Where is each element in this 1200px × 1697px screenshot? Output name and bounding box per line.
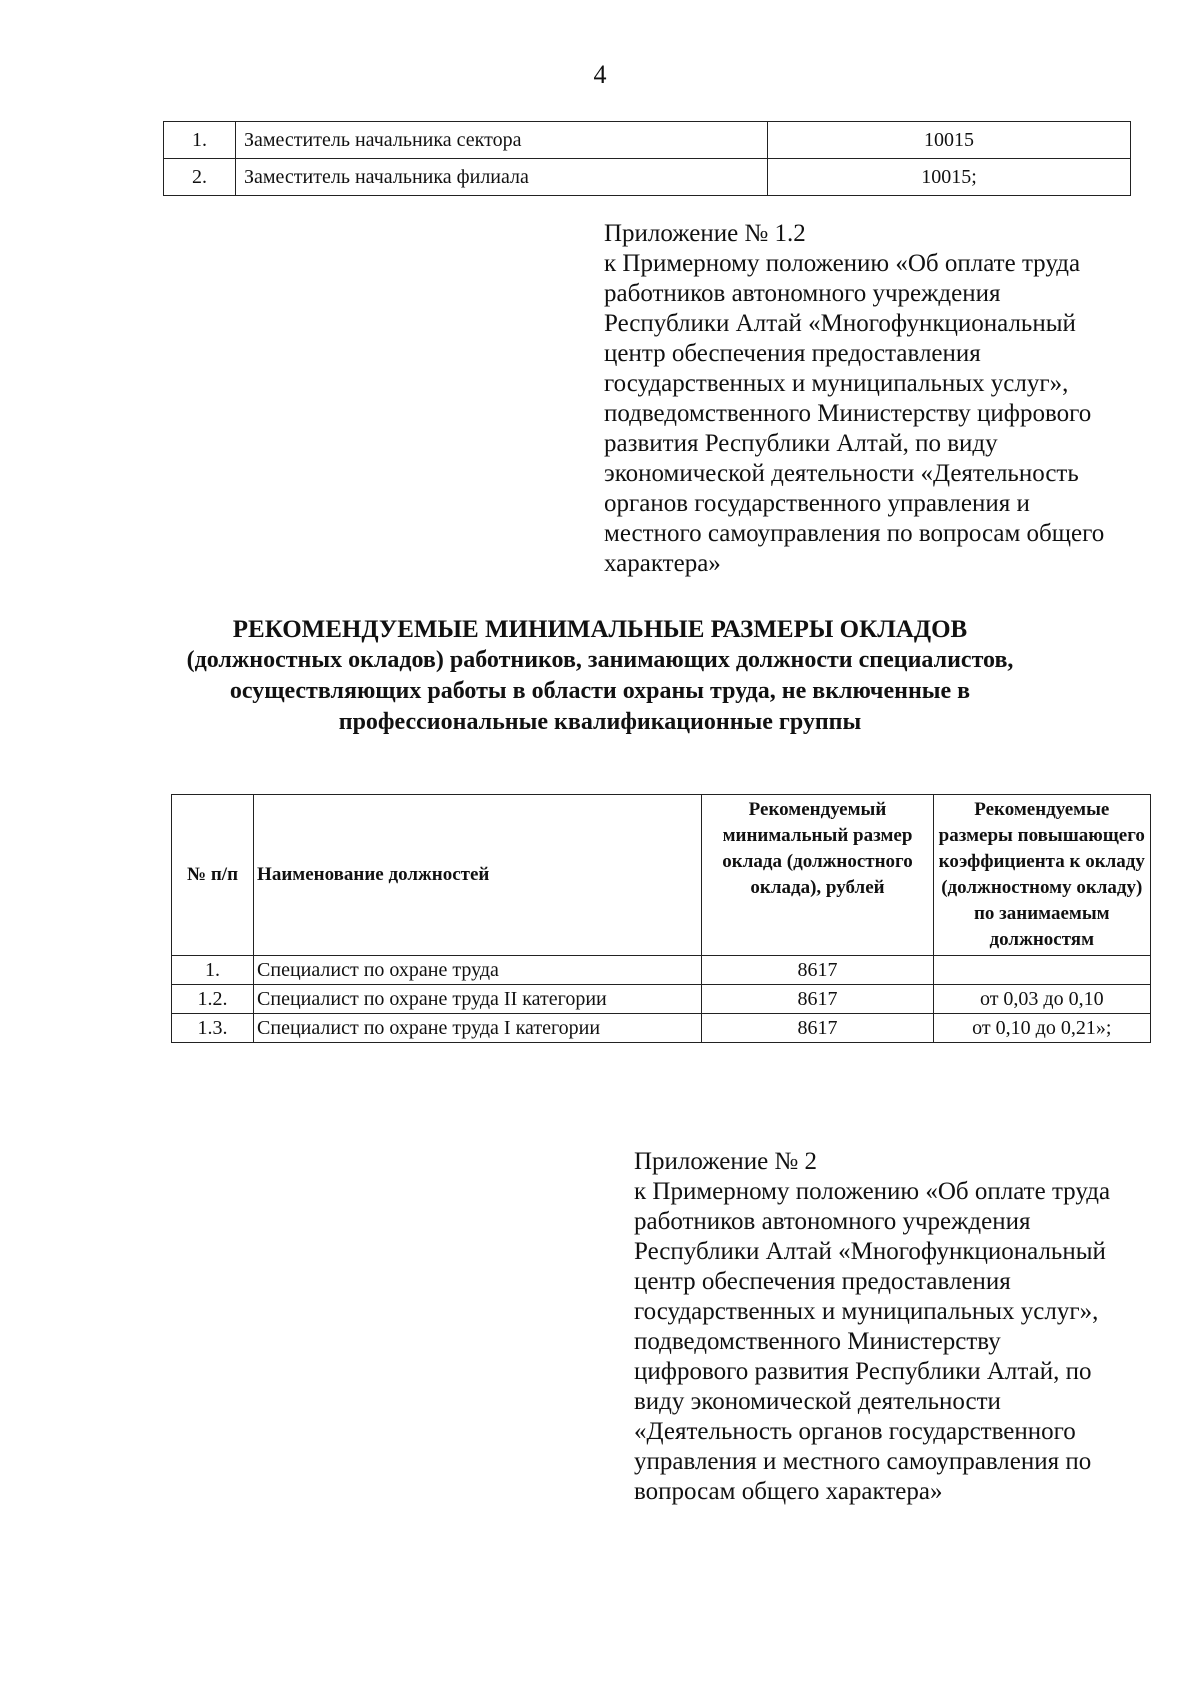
salary-value: 8617: [702, 1014, 933, 1043]
appendix-line: виду экономической деятельности: [634, 1388, 1001, 1415]
salary-value: 8617: [702, 956, 933, 985]
salary-value: 10015;: [768, 159, 1131, 196]
position-name: Специалист по охране труда I категории: [254, 1014, 702, 1043]
appendix-line: вопросам общего характера»: [634, 1478, 943, 1505]
row-number: 2.: [164, 159, 236, 196]
appendix-line: характера»: [604, 550, 721, 577]
table-row: [172, 956, 1151, 985]
appendix-title: Приложение № 2: [634, 1148, 818, 1175]
appendix-2-block: [634, 1147, 1154, 1507]
row-number: 1.3.: [172, 1014, 254, 1043]
position-name: Заместитель начальника сектора: [236, 122, 768, 159]
appendix-line: Республики Алтай «Многофункциональный: [634, 1238, 1106, 1265]
appendix-line: подведомственного Министерству цифрового: [604, 400, 1092, 427]
appendix-line: к Примерному положению «Об оплате труда: [604, 250, 1081, 277]
appendix-line: государственных и муниципальных услуг»,: [634, 1298, 1099, 1325]
table-row: [164, 159, 1131, 196]
appendix-line: «Деятельность органов государственного: [634, 1418, 1076, 1445]
appendix-line: цифрового развития Республики Алтай, по: [634, 1358, 1092, 1385]
table-header-row: [172, 795, 1151, 956]
position-name: Заместитель начальника филиала: [236, 159, 768, 196]
coefficient-value: от 0,03 до 0,10: [933, 985, 1150, 1014]
row-number: 1.: [172, 956, 254, 985]
position-name: Специалист по охране труда II категории: [254, 985, 702, 1014]
coefficient-value: от 0,10 до 0,21»;: [933, 1014, 1150, 1043]
appendix-line: местного самоуправления по вопросам общего: [604, 520, 1105, 547]
appendix-title: Приложение № 1.2: [604, 220, 806, 247]
salary-value: 8617: [702, 985, 933, 1014]
header-number: № п/п: [172, 795, 254, 956]
appendix-line: центр обеспечения предоставления: [634, 1268, 1011, 1295]
header-coefficient: Рекомендуемые размеры повышающего коэффициента к окладу (должностному окладу) по занимаемым должностям: [933, 795, 1150, 956]
table-row: [164, 122, 1131, 159]
position-name: Специалист по охране труда: [254, 956, 702, 985]
appendix-line: развития Республики Алтай, по виду: [604, 430, 998, 457]
header-salary: Рекомендуемый минимальный размер оклада (должностного оклада), рублей: [702, 795, 933, 956]
appendix-line: подведомственного Министерству: [634, 1328, 1001, 1355]
salary-value: 10015: [768, 122, 1131, 159]
row-number: 1.2.: [172, 985, 254, 1014]
appendix-line: к Примерному положению «Об оплате труда: [634, 1178, 1111, 1205]
salary-table: [171, 794, 1151, 1043]
page-number: 4: [593, 60, 607, 89]
appendix-line: работников автономного учреждения: [634, 1208, 1031, 1235]
header-position-name: Наименование должностей: [254, 795, 702, 956]
heading-line: профессиональные квалификационные группы: [338, 709, 862, 735]
appendix-line: Республики Алтай «Многофункциональный: [604, 310, 1076, 337]
heading-line: (должностных окладов) работников, занимающих должности специалистов,: [186, 647, 1014, 673]
section-heading: [160, 614, 1040, 738]
coefficient-value: [933, 956, 1150, 985]
table-row: [172, 1014, 1151, 1043]
appendix-line: работников автономного учреждения: [604, 280, 1001, 307]
heading-line: осуществляющих работы в области охраны труда, не включенные в: [229, 678, 971, 704]
appendix-line: экономической деятельности «Деятельность: [604, 460, 1079, 487]
appendix-line: государственных и муниципальных услуг»,: [604, 370, 1069, 397]
heading-line: РЕКОМЕНДУЕМЫЕ МИНИМАЛЬНЫЕ РАЗМЕРЫ ОКЛАДОВ: [232, 616, 968, 643]
appendix-line: центр обеспечения предоставления: [604, 340, 981, 367]
appendix-1-2-block: [604, 219, 1164, 579]
appendix-line: органов государственного управления и: [604, 490, 1030, 517]
top-table: [163, 121, 1131, 196]
appendix-line: управления и местного самоуправления по: [634, 1448, 1092, 1475]
table-row: [172, 985, 1151, 1014]
row-number: 1.: [164, 122, 236, 159]
